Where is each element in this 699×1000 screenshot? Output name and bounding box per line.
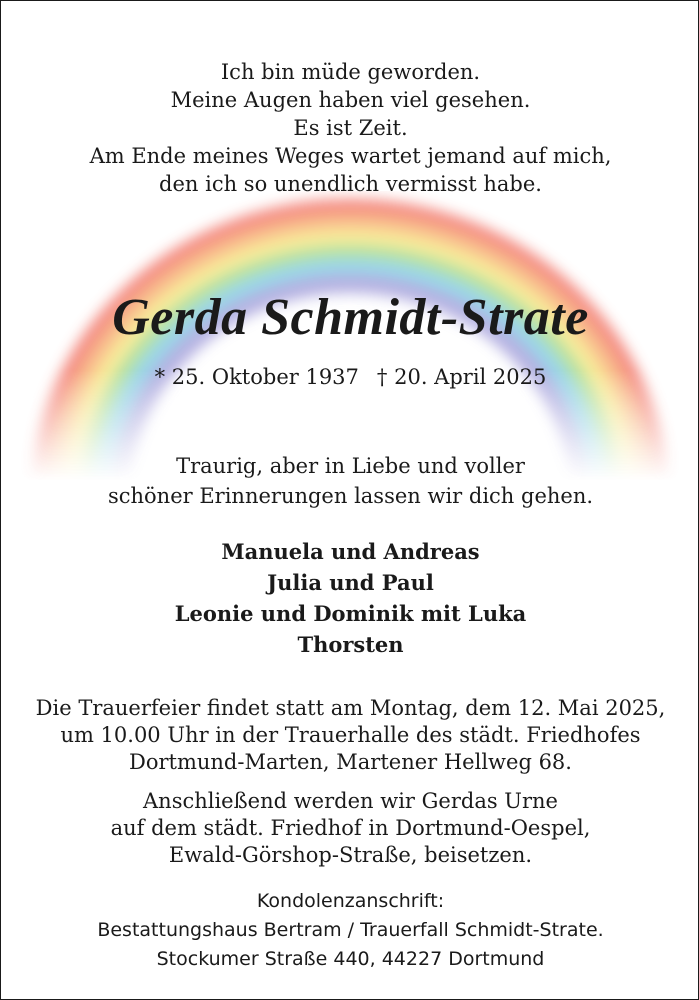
poem-line: Meine Augen haben viel gesehen. [170, 88, 531, 112]
grief-line: schöner Erinnerungen lassen wir dich gehen. [107, 484, 594, 508]
ceremony-line: Die Trauerfeier findet statt am Montag, dem 12. Mai 2025, [35, 696, 666, 720]
poem-line: Es ist Zeit. [293, 116, 408, 140]
ceremony-info [1, 695, 699, 776]
ceremony-line: Dortmund-Marten, Martener Hellweg 68. [129, 750, 572, 774]
mourners-list [1, 536, 699, 660]
mourner-name: Manuela und Andreas [221, 539, 480, 564]
burial-line: Ewald-Görshop-Straße, beisetzen. [168, 843, 533, 867]
life-dates [1, 363, 699, 391]
burial-line: auf dem städt. Friedhof in Dortmund-Oespel, [110, 816, 591, 840]
burial-info [1, 788, 699, 869]
poem-line: den ich so unendlich vermisst habe. [159, 172, 542, 196]
ceremony-line: um 10.00 Uhr in der Trauerhalle des städt. Friedhofes [60, 723, 641, 747]
contact-heading: Kondolenzanschrift: [256, 890, 445, 912]
condolence-address [1, 887, 699, 974]
deceased-name: Gerda Schmidt-Strate [112, 289, 589, 346]
mourner-name: Leonie und Dominik mit Luka [174, 601, 527, 626]
burial-line: Anschließend werden wir Gerdas Urne [143, 789, 558, 813]
mourner-name: Julia und Paul [267, 570, 434, 595]
contact-line: Bestattungshaus Bertram / Trauerfall Schmidt-Strate. [97, 919, 604, 941]
mourner-name: Thorsten [297, 632, 404, 657]
poem-line: Am Ende meines Weges wartet jemand auf mich, [89, 144, 612, 168]
poem-line: Ich bin müde geworden. [220, 60, 481, 84]
contact-line: Stockumer Straße 440, 44227 Dortmund [156, 948, 545, 970]
birth-date: * 25. Oktober 1937 [154, 365, 359, 389]
grief-line: Traurig, aber in Liebe und voller [176, 454, 525, 478]
poem [1, 58, 699, 198]
grief-text [1, 451, 699, 511]
death-date: † 20. April 2025 [376, 365, 547, 389]
